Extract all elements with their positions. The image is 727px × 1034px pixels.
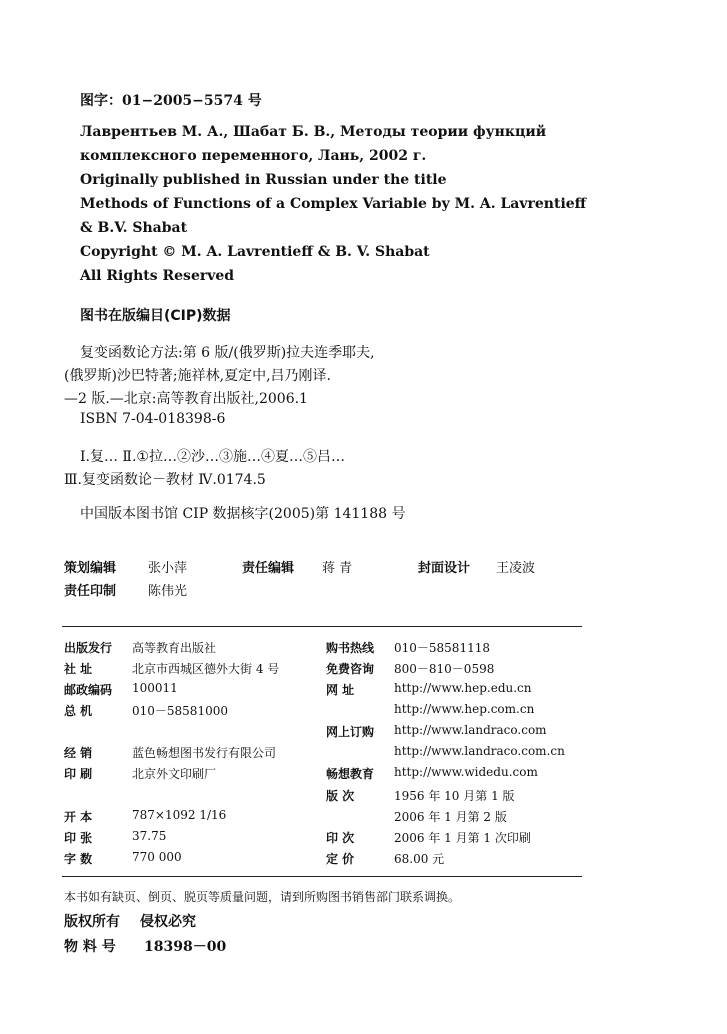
info-value: 高等教育出版社 [132, 641, 217, 655]
rights-value: 侵权必究 [140, 914, 196, 930]
info-value: 37.75 [132, 829, 167, 843]
divider-top [62, 626, 582, 627]
english-line3: & B.V. Shabat [80, 220, 188, 236]
website-link: http://www.landraco.com.cn [394, 744, 565, 758]
material-number-value: 18398－00 [144, 939, 227, 955]
english-line1: Originally published in Russian under the title [80, 172, 447, 188]
quality-notice: 本书如有缺页、倒页、脱页等质量问题，请到所购图书销售部门联系调换。 [64, 890, 461, 904]
english-line2: Methods of Functions of a Complex Variable by M. A. Lavrentieff [80, 196, 587, 212]
info-label: 定 价 [326, 852, 355, 866]
info-value: 787×1092 1/16 [132, 808, 227, 822]
info-value: 010－58581118 [394, 641, 490, 655]
website-link: http://www.landraco.com [394, 723, 547, 737]
cip-line2: (俄罗斯)沙巴特著;施祥林,夏定中,吕乃刚译. [64, 368, 331, 384]
info-label: 社 址 [64, 662, 93, 676]
info-label: 免费咨询 [326, 662, 375, 676]
rights-label: 版权所有 [64, 914, 120, 930]
info-value: 010－58581000 [132, 704, 228, 718]
cip-index1: Ⅰ.复… Ⅱ.①拉…②沙…③施…④夏…⑤吕… [80, 449, 345, 465]
info-value: 800－810－0598 [394, 662, 495, 676]
info-label: 购书热线 [326, 641, 375, 655]
responsible-print-name: 陈伟光 [148, 584, 188, 599]
cip-index2: Ⅲ.复变函数论－教材 Ⅳ.0174.5 [64, 472, 266, 488]
all-rights-reserved: All Rights Reserved [80, 268, 235, 284]
cover-design-label: 封面设计 [418, 561, 471, 576]
info-value: 2006 年 1 月第 1 次印刷 [394, 831, 531, 845]
info-value: 100011 [132, 681, 178, 695]
cover-design-name: 王凌波 [496, 561, 536, 576]
planning-editor-label: 策划编辑 [64, 561, 117, 576]
info-label: 邮政编码 [64, 683, 113, 697]
info-label: 字 数 [64, 852, 93, 866]
russian-title-line2: комплексного переменного, Лань, 2002 г. [80, 148, 427, 164]
cip-heading: 图书在版编目(CIP)数据 [80, 308, 231, 324]
russian-title-line1: Лаврентьев М. А., Шабат Б. В., Методы теории функций [80, 124, 547, 140]
info-value: 北京市西城区德外大街 4 号 [132, 662, 280, 676]
info-value: 蓝色畅想图书发行有限公司 [132, 746, 277, 760]
website-link: http://www.hep.com.cn [394, 702, 535, 716]
info-value: 1956 年 10 月第 1 版 [394, 789, 515, 803]
info-label: 印 张 [64, 831, 93, 845]
cip-line3: —2 版.—北京:高等教育出版社,2006.1 [64, 391, 308, 407]
material-number-label: 物 料 号 [64, 939, 116, 955]
info-label: 畅想教育 [326, 767, 375, 781]
info-label: 网 址 [326, 683, 355, 697]
cip-isbn: ISBN 7-04-018398-6 [80, 411, 226, 427]
info-value: 68.00 元 [394, 852, 445, 866]
responsible-print-label: 责任印制 [64, 584, 117, 599]
copyright-line: Copyright © M. A. Lavrentieff & B. V. Shabat [80, 244, 430, 260]
info-value: 770 000 [132, 850, 182, 864]
info-label: 网上订购 [326, 725, 375, 739]
info-label: 开 本 [64, 810, 93, 824]
responsible-editor-label: 责任编辑 [242, 561, 295, 576]
cip-record-number: 中国版本图书馆 CIP 数据核字(2005)第 141188 号 [80, 506, 406, 522]
website-link: http://www.hep.edu.cn [394, 681, 532, 695]
info-label: 印 次 [326, 831, 355, 845]
info-label: 出版发行 [64, 641, 113, 655]
divider-bottom [62, 876, 582, 877]
info-label: 印 刷 [64, 767, 93, 781]
cip-line1: 复变函数论方法:第 6 版/(俄罗斯)拉夫连季耶夫, [80, 345, 375, 361]
website-link: http://www.widedu.com [394, 765, 538, 779]
info-value: 2006 年 1 月第 2 版 [394, 810, 507, 824]
info-label: 经 销 [64, 746, 93, 760]
info-label: 版 次 [326, 789, 355, 803]
planning-editor-name: 张小萍 [148, 561, 188, 576]
info-label: 总 机 [64, 704, 93, 718]
info-value: 北京外文印刷厂 [132, 767, 217, 781]
responsible-editor-name: 蒋 青 [322, 561, 353, 576]
contract-number: 图字：01−2005−5574 号 [80, 93, 262, 109]
